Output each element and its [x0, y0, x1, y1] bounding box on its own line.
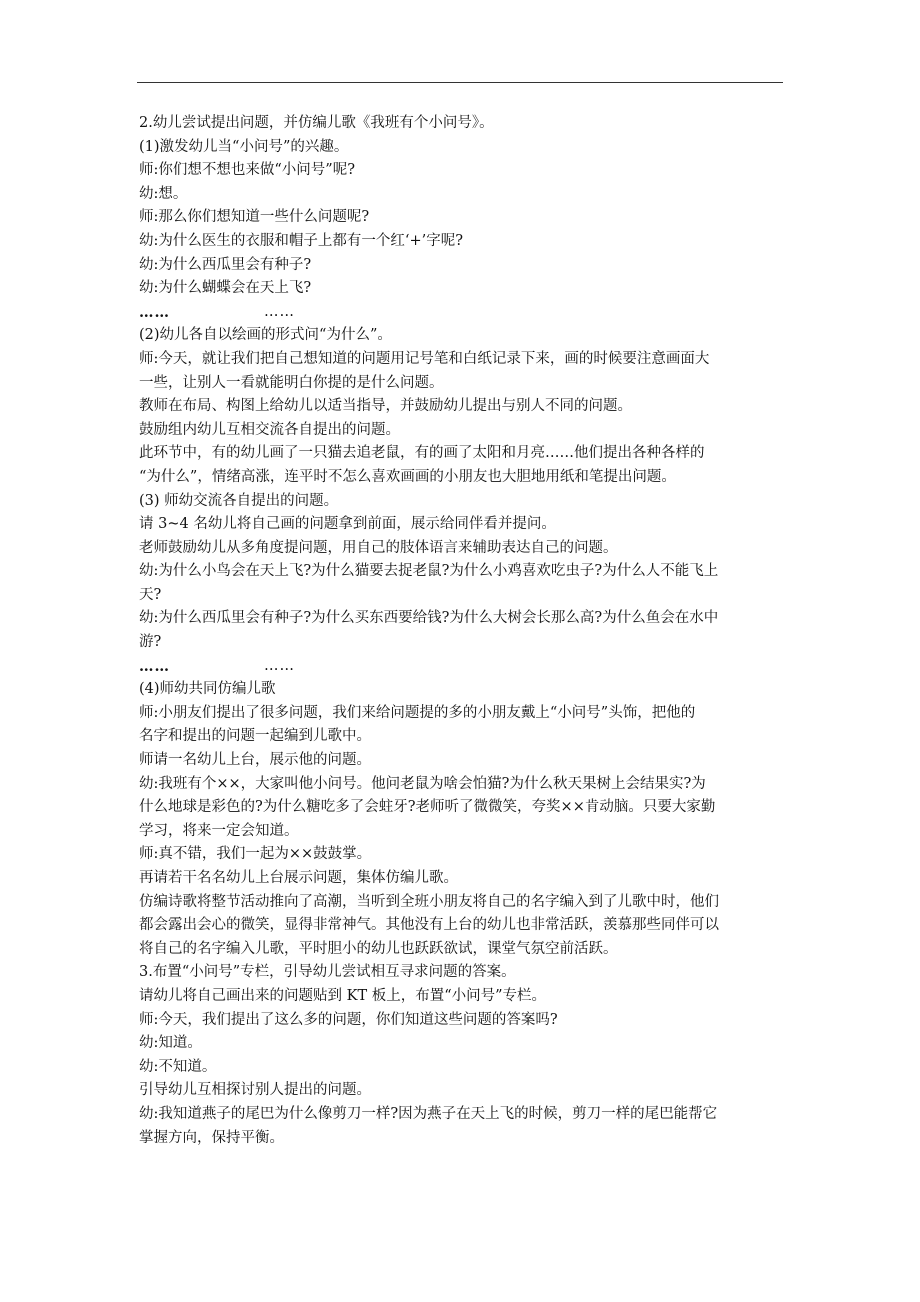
text-line: 天? [139, 586, 162, 603]
document-body [139, 112, 789, 1150]
text-line: 幼:为什么西瓜里会有种子?为什么买东西要给钱?为什么大树会长那么高?为什么鱼会在水中 [139, 610, 719, 627]
text-line: 一些，让别人一看就能明白你提的是什么问题。 [139, 374, 444, 391]
text-line: 师请一名幼儿上台，展示他的问题。 [139, 752, 371, 769]
text-line: 将自己的名字编入儿歌，平时胆小的幼儿也跃跃欲试，课堂气氛空前活跃。 [139, 940, 618, 957]
text-line: 都会露出会心的微笑，显得非常神气。其他没有上台的幼儿也非常活跃，羡慕那些同伴可以 [139, 917, 719, 934]
text-line: 幼:我知道燕子的尾巴为什么像剪刀一样?因为燕子在天上飞的时候，剪刀一样的尾巴能帮它 [139, 1105, 718, 1122]
ellipsis: …… [264, 657, 295, 674]
text-line: 什么地球是彩色的?为什么糖吃多了会蛀牙?老师听了微微笑，夸奖××肯动脑。只要大家勤 [139, 799, 716, 816]
ellipsis: …… [264, 303, 295, 320]
ellipsis-bold: …… [139, 657, 170, 675]
text-line: 3.布置“小问号”专栏，引导幼儿尝试相互寻求问题的答案。 [139, 964, 516, 981]
text-line: 此环节中，有的幼儿画了一只猫去追老鼠，有的画了太阳和月亮……他们提出各种各样的 [139, 445, 705, 462]
text-line: 师:你们想不想也来做“小问号”呢? [139, 162, 355, 179]
text-line: 幼:为什么西瓜里会有种子? [139, 256, 312, 273]
text-line: 幼:知道。 [139, 1035, 202, 1052]
ellipsis-bold: …… [139, 303, 170, 321]
text-line: (1)激发幼儿当“小问号”的兴趣。 [139, 138, 349, 155]
text-line: 幼:为什么小鸟会在天上飞?为什么猫要去捉老鼠?为什么小鸡喜欢吃虫子?为什么人不能飞上 [139, 563, 719, 580]
text-line: 名字和提出的问题一起编到儿歌中。 [139, 728, 371, 745]
text-line: 教师在布局、构图上给幼儿以适当指导，并鼓励幼儿提出与别人不同的问题。 [139, 398, 632, 415]
text-line: 幼:想。 [139, 185, 188, 202]
text-line: (3) 师幼交流各自提出的问题。 [139, 492, 339, 509]
text-line: (4)师幼共同仿编儿歌 [139, 681, 276, 698]
text-line: 学习，将来一定会知道。 [139, 822, 299, 839]
text-line: 仿编诗歌将整节活动推向了高潮，当听到全班小朋友将自己的名字编入到了儿歌中时，他们 [139, 893, 719, 910]
text-line: 幼:为什么蝴蝶会在天上飞? [139, 280, 312, 297]
ellipsis-line [139, 301, 789, 325]
header-rule [137, 82, 783, 83]
text-line: 师:今天，就让我们把自己想知道的问题用记号笔和白纸记录下来，画的时候要注意画面大 [139, 350, 710, 367]
text-line: 再请若干名名幼儿上台展示问题，集体仿编儿歌。 [139, 870, 458, 886]
text-line: “为什么”，情绪高涨，连平时不怎么喜欢画画的小朋友也大胆地用纸和笔提出问题。 [139, 468, 676, 485]
text-line: 引导幼儿互相探讨别人提出的问题。 [139, 1082, 371, 1099]
text-line: 游? [139, 634, 162, 651]
text-line: 幼:为什么医生的衣服和帽子上都有一个红‘+’字呢? [139, 232, 464, 249]
text-line: 2.幼儿尝试提出问题，并仿编儿歌《我班有个小问号》。 [139, 115, 494, 131]
text-line: 请幼儿将自己画出来的问题贴到 KT 板上，布置“小问号”专栏。 [139, 987, 547, 1004]
ellipsis-line [139, 655, 789, 679]
text-line: 师:那么你们想知道一些什么问题呢? [139, 209, 370, 226]
text-line: 师:小朋友们提出了很多问题，我们来给问题提的多的小朋友戴上“小问号”头饰，把他的 [139, 704, 696, 721]
text-line: 幼:我班有个××，大家叫他小问号。他问老鼠为啥会怕猫?为什么秋天果树上会结果实?为 [139, 775, 706, 792]
text-line: 师:今天，我们提出了这么多的问题，你们知道这些问题的答案吗? [139, 1011, 558, 1028]
text-line: (2)幼儿各自以绘画的形式问“为什么”。 [139, 327, 392, 344]
text-line: 掌握方向，保持平衡。 [139, 1129, 284, 1146]
text-line: 师:真不错，我们一起为××鼓鼓掌。 [139, 846, 372, 863]
text-line: 老师鼓励幼儿从多角度提问题，用自己的肢体语言来辅助表达自己的问题。 [139, 539, 618, 556]
text-line: 鼓励组内幼儿互相交流各自提出的问题。 [139, 421, 400, 438]
text-line: 幼:不知道。 [139, 1058, 217, 1075]
text-line: 请 3~4 名幼儿将自己画的问题拿到前面，展示给同伴看并提问。 [139, 516, 556, 533]
